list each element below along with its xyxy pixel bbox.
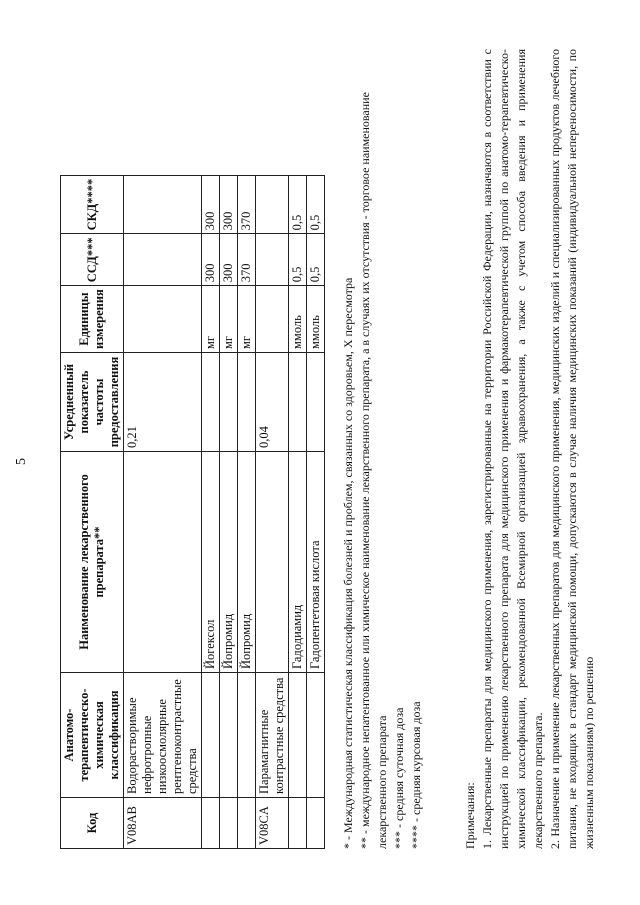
cell-ssd: 0,5 [307,234,325,286]
cell-frequency [289,353,307,452]
cell-units: ммоль [289,286,307,353]
cell-units: ммоль [307,286,325,353]
cell-frequency [220,353,238,452]
cell-skd: 0,5 [307,175,325,234]
cell-skd: 300 [202,175,220,234]
remarks-section [462,49,598,849]
cell-skd: 370 [238,175,256,234]
cell-code [202,798,220,849]
cell-frequency: 0,21 [124,353,202,452]
header-atc: Анатомо-терапевтическо-химическая классификация [61,673,124,798]
cell-skd [124,175,202,234]
cell-skd: 300 [220,175,238,234]
cell-drug-name: Гадодиамид [289,452,307,673]
cell-atc [307,673,325,798]
header-skd: СКД**** [61,175,124,234]
table-row [202,175,220,848]
remark-1: 1. Лекарственные препараты для медицинского применения, зарегистрированные на территории Российской Федерации, назначаются в соответствии с инструкцией по применению лекарственного препарата для медицинского применения и фармакотерапевтической группой по анатомо-терапевтическо-химической классификации, рекомендованной Всемирной организацией здравоохранения, а также с учетом способа введения и применения лекарственного препарата. [480,49,545,849]
footnote-skd: **** - средняя курсовая доза [409,701,423,849]
cell-units: мг [202,286,220,353]
cell-frequency [238,353,256,452]
cell-atc [220,673,238,798]
cell-ssd: 300 [202,234,220,286]
cell-drug-name: Гадопентетовая кислота [307,452,325,673]
remarks-title: Примечания: [463,782,477,849]
footnote-icd: * - Международная статистическая классификация болезней и проблем, связанных со здоровьем, X пересмотра [341,277,355,849]
cell-drug-name: Йопромид [220,452,238,673]
cell-atc [202,673,220,798]
table-row [307,175,325,848]
cell-units [124,286,202,353]
table-row [124,175,202,848]
cell-units: мг [220,286,238,353]
table-row [289,175,307,848]
header-ssd: ССД*** [61,234,124,286]
cell-drug-name: Йопромид [238,452,256,673]
table-row [238,175,256,848]
cell-skd: 0,5 [289,175,307,234]
cell-units [256,286,289,353]
header-drug-name: Наименование лекарственного препарата** [61,452,124,673]
table-header-row [61,175,124,848]
cell-drug-name [124,452,202,673]
cell-ssd [124,234,202,286]
cell-atc [289,673,307,798]
cell-drug-name: Йогексол [202,452,220,673]
cell-code [307,798,325,849]
cell-frequency [307,353,325,452]
cell-atc: Водорастворимые нефротропные низкоосмолярные рентгеноконтрастные средства [124,673,202,798]
drug-table [60,175,325,849]
remark-2: 2. Назначение и применение лекарственных препаратов для медицинского применения, медицинских изделий и специализированных продуктов лечебного питания, не входящих в стандарт медицинской помощи, допускаются в случае наличия медицинских показаний (индивидуальной непереносимости, по жизненным показаниям) по решению [548,49,596,849]
cell-ssd [256,234,289,286]
header-code: Код [61,798,124,849]
cell-units: мг [238,286,256,353]
table-row [256,175,289,848]
cell-ssd: 0,5 [289,234,307,286]
cell-code: V08CA [256,798,289,849]
footnote-ssd: *** - средняя суточная доза [392,707,406,849]
cell-code [289,798,307,849]
cell-atc: Парамагнитные контрастные средства [256,673,289,798]
page-number: 5 [14,458,29,465]
cell-frequency: 0,04 [256,353,289,452]
cell-code [238,798,256,849]
cell-atc [238,673,256,798]
cell-code [220,798,238,849]
table-row [220,175,238,848]
footnotes [340,89,425,849]
header-frequency: Усредненный показатель частоты предоставления [61,353,124,452]
cell-code: V08AB [124,798,202,849]
header-units: Единицы измерения [61,286,124,353]
footnote-inn: ** - международное непатентованное или химическое наименование лекарственного препарата, а в случаях их отсутствия - торговое наименование лекарственного препарата [358,92,389,849]
cell-drug-name [256,452,289,673]
cell-ssd: 370 [238,234,256,286]
cell-frequency [202,353,220,452]
cell-skd [256,175,289,234]
cell-ssd: 300 [220,234,238,286]
